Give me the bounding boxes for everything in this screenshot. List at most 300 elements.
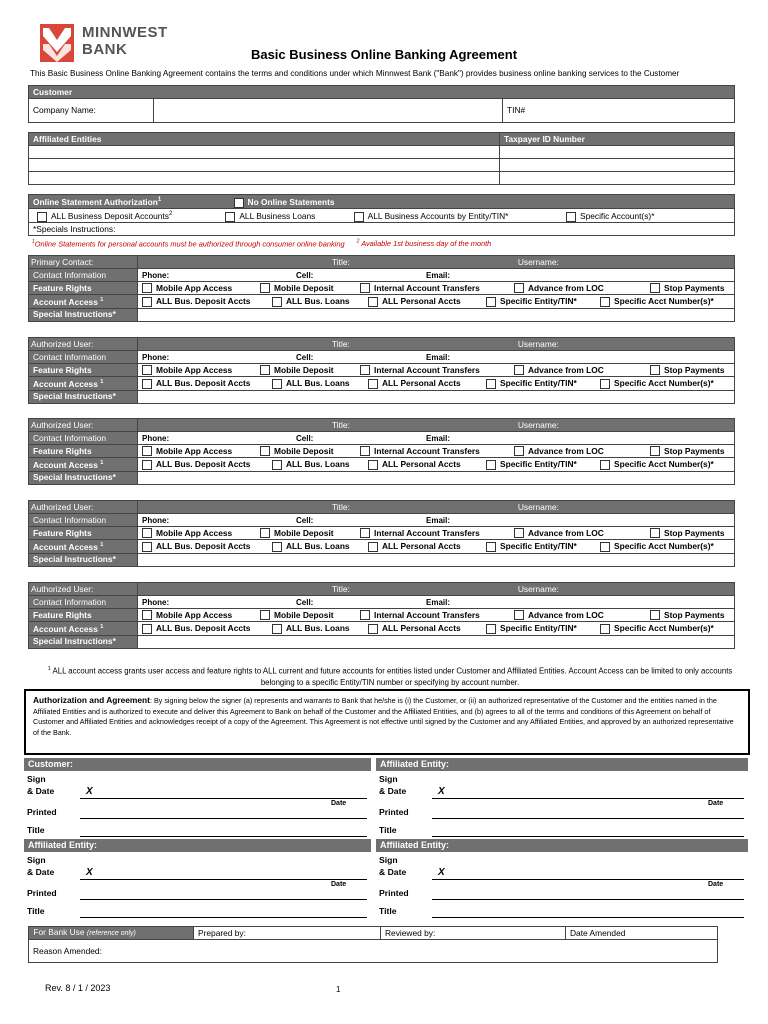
account-option[interactable]	[600, 459, 714, 470]
statement-option-specific[interactable]	[566, 211, 654, 222]
bank-use-table	[28, 926, 718, 963]
user-block	[28, 418, 735, 485]
statement-heading-sup: 1	[157, 197, 162, 204]
cell-label: Cell:	[296, 597, 314, 607]
checkbox[interactable]	[600, 379, 610, 389]
checkbox[interactable]	[260, 528, 270, 538]
checkbox[interactable]	[368, 542, 378, 552]
account-label: Specific Entity/TIN*	[500, 622, 577, 633]
signature-line[interactable]	[432, 798, 744, 799]
affiliated-entities-heading: Affiliated Entities	[29, 133, 500, 146]
date-caption: Date	[708, 881, 724, 888]
document-title: Basic Business Online Banking Agreement	[250, 47, 518, 62]
checkbox[interactable]	[272, 624, 282, 634]
user-title-label: Title:	[332, 256, 350, 267]
contact-info-fields[interactable]	[138, 514, 735, 527]
date-caption: Date	[331, 800, 347, 807]
option-label: Specific Account(s)*	[579, 210, 655, 221]
checkbox[interactable]	[142, 624, 152, 634]
checkbox[interactable]	[600, 624, 610, 634]
special-instructions-field[interactable]	[138, 308, 735, 321]
account-option[interactable]	[368, 378, 486, 389]
account-label: ALL Bus. Loans	[286, 295, 350, 306]
account-label: ALL Bus. Loans	[286, 377, 350, 388]
customer-heading: Customer	[29, 86, 735, 99]
feature-option[interactable]	[650, 446, 725, 457]
feature-label: Internal Account Transfers	[374, 445, 480, 456]
email-label: Email:	[426, 270, 451, 280]
feature-option[interactable]	[650, 528, 725, 539]
account-access-options	[138, 622, 735, 636]
account-option[interactable]	[486, 378, 600, 389]
signature-line[interactable]	[432, 879, 744, 880]
account-option[interactable]	[600, 623, 714, 634]
checkbox[interactable]	[260, 446, 270, 456]
company-name-field[interactable]	[154, 99, 503, 123]
user-title-label: Title:	[332, 501, 350, 512]
feature-label: Mobile App Access	[156, 445, 233, 456]
taxpayer-id-field[interactable]	[500, 172, 735, 185]
no-statements-checkbox[interactable]	[234, 198, 244, 208]
phone-label: Phone:	[142, 597, 170, 607]
user-title-label: Title:	[332, 583, 350, 594]
account-option[interactable]	[142, 296, 272, 307]
feature-label: Mobile Deposit	[274, 609, 334, 620]
feature-label: Mobile App Access	[156, 609, 233, 620]
account-option[interactable]	[142, 459, 272, 470]
date-label: & Date	[27, 867, 55, 877]
user-username-label: Username:	[517, 256, 559, 267]
feature-option[interactable]	[142, 610, 260, 621]
date-label: & Date	[379, 867, 407, 877]
affiliated-entity-field[interactable]	[29, 159, 500, 172]
account-label: ALL Bus. Loans	[286, 540, 350, 551]
authorization-agreement	[24, 689, 750, 755]
affiliated-entities-table	[28, 132, 735, 185]
signature-block	[24, 758, 371, 840]
sign-x: X	[438, 867, 445, 878]
account-access-options	[138, 377, 735, 391]
feature-option[interactable]	[360, 283, 514, 294]
contact-info-label: Contact Information	[29, 596, 138, 609]
checkbox[interactable]	[368, 379, 378, 389]
user-block	[28, 337, 735, 404]
checkbox[interactable]	[272, 297, 282, 307]
checkbox[interactable]	[260, 365, 270, 375]
checkbox[interactable]	[514, 283, 524, 293]
checkbox[interactable]	[650, 446, 660, 456]
account-option[interactable]	[368, 623, 486, 634]
account-option[interactable]	[368, 296, 486, 307]
feature-option[interactable]	[260, 283, 360, 294]
account-option[interactable]	[600, 378, 714, 389]
feature-rights-label: Feature Rights	[29, 527, 138, 540]
taxpayer-id-heading: Taxpayer ID Number	[500, 133, 735, 146]
title-label: Title	[27, 906, 45, 916]
special-instructions-field[interactable]	[138, 390, 735, 403]
account-access-label	[29, 377, 138, 391]
checkbox[interactable]	[566, 212, 576, 222]
checkbox[interactable]	[650, 283, 660, 293]
statement-options-row	[29, 209, 735, 223]
special-instructions-field[interactable]	[138, 553, 735, 566]
account-access-options	[138, 458, 735, 472]
account-label: ALL Personal Accts	[382, 295, 461, 306]
user-username-label: Username:	[517, 338, 559, 349]
feature-option[interactable]	[650, 610, 725, 621]
contact-info-fields[interactable]	[138, 596, 735, 609]
user-username-label: Username:	[517, 419, 559, 430]
account-label: ALL Personal Accts	[382, 377, 461, 388]
checkbox[interactable]	[600, 460, 610, 470]
checkbox[interactable]	[600, 542, 610, 552]
account-label: ALL Personal Accts	[382, 622, 461, 633]
title-line[interactable]	[432, 836, 744, 837]
account-access-footnote	[40, 664, 740, 688]
agreement-heading: Authorization and Agreement	[33, 695, 150, 705]
email-label: Email:	[426, 352, 451, 362]
special-instructions-label: Special Instructions*	[29, 390, 138, 403]
sign-date-label	[379, 773, 406, 797]
feature-option[interactable]	[650, 365, 725, 376]
contact-info-fields[interactable]	[138, 351, 735, 364]
checkbox[interactable]	[360, 610, 370, 620]
account-access-label	[29, 458, 138, 472]
statement-table	[28, 194, 735, 236]
special-instructions-field[interactable]	[29, 223, 735, 236]
feature-option[interactable]	[360, 446, 514, 457]
logo-text-line2: BANK	[82, 41, 128, 58]
contact-info-label: Contact Information	[29, 351, 138, 364]
feature-option[interactable]	[514, 528, 650, 539]
sign-label: Sign	[379, 774, 398, 784]
checkbox[interactable]	[486, 297, 496, 307]
agreement-body: : By signing below the signer (a) represents and warrants to Bank that he/she is (i) the Customer, or (ii) an authorized representative of the Customer and the entities named in the Affiliated Entities and is authorized to execute and deliver this Agreement to Bank on behalf of the Customer and the Affiliated Entities, and (b) agrees to all of the terms and conditions of this Agreement on behalf of Customer and Affiliated Entities and acknowledges receipt of a copy of the Agreement. This Agreement is not effective until signed by the Customer and any Affiliated Entities, and approved by an authorized representative of the Bank.	[33, 696, 734, 737]
statement-heading-row	[29, 195, 735, 209]
taxpayer-id-field[interactable]	[500, 159, 735, 172]
account-option[interactable]	[142, 541, 272, 552]
feature-option[interactable]	[360, 365, 514, 376]
feature-label: Internal Account Transfers	[374, 527, 480, 538]
feature-rights-options	[138, 445, 735, 458]
prepared-by-label: Prepared by:	[198, 927, 246, 938]
checkbox[interactable]	[142, 460, 152, 470]
account-option[interactable]	[142, 623, 272, 634]
sign-x: X	[86, 867, 93, 878]
tin-label: TIN#	[507, 105, 526, 115]
phone-label: Phone:	[142, 433, 170, 443]
account-access-sup: 1	[100, 542, 104, 548]
feature-rights-options	[138, 609, 735, 622]
feature-option[interactable]	[514, 365, 650, 376]
bank-use-heading-text: For Bank Use	[33, 927, 85, 937]
account-access-sup: 1	[100, 624, 104, 630]
feature-option[interactable]	[142, 283, 260, 294]
feature-label: Advance from LOC	[528, 282, 604, 293]
statement-note-1: Online Statements for personal accounts must be authorized through consumer online banking	[34, 239, 345, 249]
checkbox[interactable]	[368, 624, 378, 634]
account-access-text: Account Access	[33, 378, 98, 389]
account-label: Specific Entity/TIN*	[500, 458, 577, 469]
cell-label: Cell:	[296, 352, 314, 362]
checkbox[interactable]	[650, 610, 660, 620]
checkbox[interactable]	[142, 283, 152, 293]
user-role: Authorized User:	[29, 419, 138, 432]
checkbox[interactable]	[360, 446, 370, 456]
sign-date-label	[27, 773, 54, 797]
checkbox[interactable]	[368, 460, 378, 470]
account-label: Specific Acct Number(s)*	[614, 295, 714, 306]
account-label: Specific Acct Number(s)*	[614, 458, 714, 469]
checkbox[interactable]	[486, 542, 496, 552]
account-option[interactable]	[486, 296, 600, 307]
checkbox[interactable]	[514, 610, 524, 620]
account-option[interactable]	[142, 378, 272, 389]
printed-name-line[interactable]	[432, 818, 744, 819]
account-option[interactable]	[272, 378, 368, 389]
account-label: Specific Entity/TIN*	[500, 295, 577, 306]
checkbox[interactable]	[142, 365, 152, 375]
feature-label: Stop Payments	[664, 282, 725, 293]
account-label: ALL Bus. Deposit Accts	[156, 377, 251, 388]
checkbox[interactable]	[514, 365, 524, 375]
special-instructions-label: Special Instructions*	[29, 308, 138, 321]
option-sup: 2	[168, 211, 173, 218]
feature-label: Mobile App Access	[156, 282, 233, 293]
page-number: 1	[336, 985, 341, 994]
checkbox[interactable]	[260, 283, 270, 293]
checkbox[interactable]	[142, 542, 152, 552]
signature-block	[376, 839, 748, 921]
sign-label: Sign	[27, 855, 46, 865]
user-role: Authorized User:	[29, 583, 138, 596]
feature-option[interactable]	[260, 446, 360, 457]
signature-heading: Affiliated Entity:	[24, 839, 371, 852]
account-option[interactable]	[368, 459, 486, 470]
user-block	[28, 255, 735, 322]
account-access-sup: 1	[100, 460, 104, 466]
checkbox[interactable]	[514, 446, 524, 456]
statement-note-2: Available 1st business day of the month	[361, 239, 492, 249]
account-option[interactable]	[486, 459, 600, 470]
checkbox[interactable]	[514, 528, 524, 538]
reason-amended-field[interactable]	[29, 940, 718, 963]
feature-option[interactable]	[142, 365, 260, 376]
feature-label: Internal Account Transfers	[374, 282, 480, 293]
feature-option[interactable]	[260, 365, 360, 376]
contact-info-fields[interactable]	[138, 269, 735, 282]
feature-option[interactable]	[514, 283, 650, 294]
feature-option[interactable]	[142, 528, 260, 539]
feature-option[interactable]	[650, 283, 725, 294]
contact-info-fields[interactable]	[138, 432, 735, 445]
date-amended-field[interactable]	[566, 927, 718, 940]
printed-name-line[interactable]	[80, 818, 367, 819]
statement-option-entity[interactable]	[354, 211, 564, 222]
account-option[interactable]	[272, 296, 368, 307]
feature-option[interactable]	[514, 446, 650, 457]
contact-info-label: Contact Information	[29, 269, 138, 282]
date-amended-label: Date Amended	[570, 927, 626, 938]
feature-label: Internal Account Transfers	[374, 609, 480, 620]
option-label: ALL Business Loans	[239, 210, 316, 221]
title-label: Title	[27, 825, 45, 835]
checkbox[interactable]	[142, 379, 152, 389]
signature-heading: Customer:	[24, 758, 371, 771]
checkbox[interactable]	[272, 542, 282, 552]
account-option[interactable]	[272, 623, 368, 634]
user-title-label: Title:	[332, 338, 350, 349]
account-option[interactable]	[600, 296, 714, 307]
feature-label: Advance from LOC	[528, 364, 604, 375]
feature-label: Stop Payments	[664, 445, 725, 456]
feature-option[interactable]	[260, 610, 360, 621]
tin-field[interactable]	[503, 99, 735, 123]
prepared-by-field[interactable]	[194, 927, 381, 940]
feature-label: Advance from LOC	[528, 527, 604, 538]
feature-option[interactable]	[260, 528, 360, 539]
checkbox[interactable]	[142, 446, 152, 456]
special-instructions-label: Special Instructions*	[29, 553, 138, 566]
account-access-options	[138, 295, 735, 309]
customer-table	[28, 85, 735, 123]
no-statements-option[interactable]	[234, 197, 335, 208]
printed-name-line[interactable]	[432, 899, 744, 900]
user-title-field[interactable]	[138, 583, 735, 596]
company-name-label: Company Name:	[29, 99, 154, 123]
reason-amended-label: Reason Amended:	[33, 945, 102, 956]
checkbox[interactable]	[360, 283, 370, 293]
feature-label: Advance from LOC	[528, 445, 604, 456]
checkbox[interactable]	[486, 460, 496, 470]
special-instructions-field[interactable]	[138, 635, 735, 648]
affiliated-entity-field[interactable]	[29, 146, 500, 159]
feature-rights-label: Feature Rights	[29, 445, 138, 458]
signature-block	[376, 758, 748, 840]
special-instructions-field[interactable]	[138, 471, 735, 484]
signature-line[interactable]	[80, 879, 367, 880]
phone-label: Phone:	[142, 352, 170, 362]
sign-x: X	[86, 786, 93, 797]
account-option[interactable]	[486, 541, 600, 552]
feature-label: Mobile App Access	[156, 527, 233, 538]
checkbox[interactable]	[360, 365, 370, 375]
user-title-label: Title:	[332, 419, 350, 430]
feature-label: Stop Payments	[664, 527, 725, 538]
footnote-sup: 1	[47, 666, 51, 672]
special-instructions-label: Special Instructions*	[29, 471, 138, 484]
account-label: ALL Personal Accts	[382, 540, 461, 551]
account-option[interactable]	[272, 459, 368, 470]
title-line[interactable]	[80, 917, 367, 918]
checkbox[interactable]	[272, 379, 282, 389]
feature-option[interactable]	[514, 610, 650, 621]
account-access-label	[29, 295, 138, 309]
email-label: Email:	[426, 433, 451, 443]
revision-date: Rev. 8 / 1 / 2023	[45, 983, 111, 993]
affiliated-entity-field[interactable]	[29, 172, 500, 185]
feature-option[interactable]	[142, 446, 260, 457]
checkbox[interactable]	[225, 212, 235, 222]
account-option[interactable]	[486, 623, 600, 634]
user-title-field[interactable]	[138, 419, 735, 432]
reviewed-by-field[interactable]	[381, 927, 566, 940]
checkbox[interactable]	[260, 610, 270, 620]
checkbox[interactable]	[360, 528, 370, 538]
user-role: Authorized User:	[29, 501, 138, 514]
user-title-field[interactable]	[138, 256, 735, 269]
checkbox[interactable]	[142, 528, 152, 538]
account-label: ALL Bus. Deposit Accts	[156, 540, 251, 551]
checkbox[interactable]	[650, 528, 660, 538]
sign-x: X	[438, 786, 445, 797]
account-access-sup: 1	[100, 297, 104, 303]
printed-label: Printed	[27, 888, 57, 898]
statement-option-deposit[interactable]	[37, 209, 223, 222]
title-label: Title	[379, 906, 397, 916]
statement-option-loans[interactable]	[225, 211, 351, 222]
logo-text-line1: MINNWEST	[82, 24, 168, 41]
feature-label: Stop Payments	[664, 609, 725, 620]
feature-rights-options	[138, 364, 735, 377]
account-label: ALL Bus. Deposit Accts	[156, 295, 251, 306]
feature-rights-options	[138, 527, 735, 540]
feature-option[interactable]	[360, 528, 514, 539]
checkbox[interactable]	[354, 212, 364, 222]
taxpayer-id-field[interactable]	[500, 146, 735, 159]
phone-label: Phone:	[142, 515, 170, 525]
checkbox[interactable]	[37, 212, 47, 222]
user-title-field[interactable]	[138, 501, 735, 514]
reviewed-by-label: Reviewed by:	[385, 927, 436, 938]
statement-notes: $^1$Online Statements for personal accounts must be authorized through consumer online banking $^2$ Available 1st business day of the month	[32, 239, 492, 249]
checkbox[interactable]	[486, 624, 496, 634]
checkbox[interactable]	[600, 297, 610, 307]
checkbox[interactable]	[368, 297, 378, 307]
title-label: Title	[379, 825, 397, 835]
checkbox[interactable]	[142, 610, 152, 620]
account-label: ALL Personal Accts	[382, 458, 461, 469]
feature-label: Mobile Deposit	[274, 282, 334, 293]
user-title-field[interactable]	[138, 338, 735, 351]
contact-info-label: Contact Information	[29, 432, 138, 445]
feature-option[interactable]	[360, 610, 514, 621]
account-option[interactable]	[272, 541, 368, 552]
signature-line[interactable]	[80, 798, 367, 799]
account-option[interactable]	[600, 541, 714, 552]
feature-label: Mobile Deposit	[274, 364, 334, 375]
signature-heading: Affiliated Entity:	[376, 839, 748, 852]
checkbox[interactable]	[486, 379, 496, 389]
special-instructions-label: Special Instructions*	[29, 635, 138, 648]
title-line[interactable]	[432, 917, 744, 918]
email-label: Email:	[426, 597, 451, 607]
account-access-options	[138, 540, 735, 554]
date-label: & Date	[379, 786, 407, 796]
feature-rights-options	[138, 282, 735, 295]
sign-label: Sign	[379, 855, 398, 865]
cell-label: Cell:	[296, 515, 314, 525]
checkbox[interactable]	[650, 365, 660, 375]
checkbox[interactable]	[142, 297, 152, 307]
printed-name-line[interactable]	[80, 899, 367, 900]
account-option[interactable]	[368, 541, 486, 552]
user-block	[28, 500, 735, 567]
checkbox[interactable]	[272, 460, 282, 470]
feature-label: Mobile App Access	[156, 364, 233, 375]
email-label: Email:	[426, 515, 451, 525]
title-line[interactable]	[80, 836, 367, 837]
